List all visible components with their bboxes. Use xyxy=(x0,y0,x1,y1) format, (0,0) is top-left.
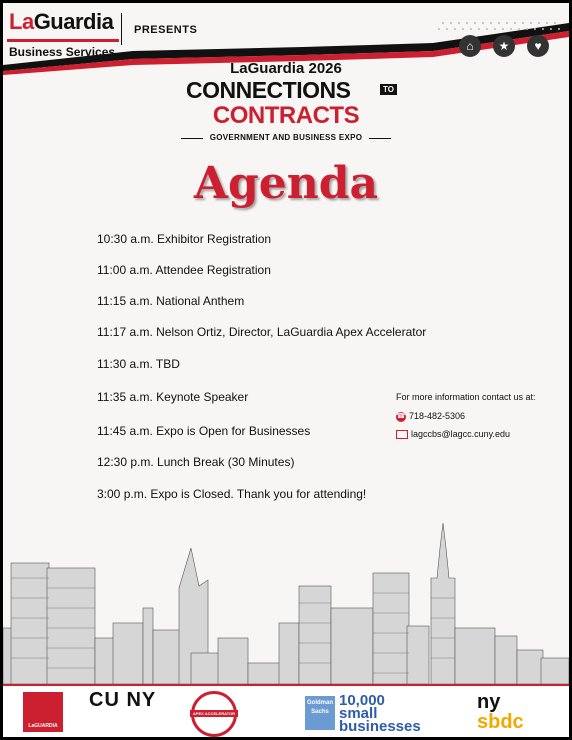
agenda-item: 11:15 a.m. National Anthem xyxy=(97,294,245,308)
handshake-icon: ♥ xyxy=(527,35,549,57)
phone-icon: ☎ xyxy=(396,412,406,420)
contact-phone: ☎ 718-482-5306 xyxy=(396,411,466,421)
logo-subtitle: Business Services xyxy=(9,45,116,59)
ten-thousand-small-businesses-logo: 10,000 small businesses xyxy=(339,692,421,735)
agenda-item: 11:30 a.m. TBD xyxy=(97,357,180,371)
agenda-item: 11:00 a.m. Attendee Registration xyxy=(97,263,271,277)
event-year-line: LaGuardia 2026 xyxy=(230,60,342,77)
building-icon: ⌂ xyxy=(459,35,481,57)
event-subtitle: GOVERNMENT AND BUSINESS EXPO xyxy=(209,133,363,142)
city-skyline xyxy=(3,518,569,684)
cuny-logo: CU NY xyxy=(89,689,157,711)
star-icon: ★ xyxy=(493,35,515,57)
agenda-item: 3:00 p.m. Expo is Closed. Thank you for attending! xyxy=(97,487,367,501)
laguardia-logo xyxy=(7,9,120,63)
laguardia-college-logo: LaGUARDIA xyxy=(23,692,63,732)
event-title-to: TO xyxy=(380,84,397,95)
agenda-heading: Agenda xyxy=(193,158,379,209)
contact-heading: For more information contact us at: xyxy=(396,392,536,402)
expo-rule-right xyxy=(369,138,391,139)
logo-underline xyxy=(7,39,119,42)
presents-label: PRESENTS xyxy=(134,24,198,36)
header-divider xyxy=(121,13,122,45)
agenda-item: 12:30 p.m. Lunch Break (30 Minutes) xyxy=(97,455,295,469)
agenda-item: 11:35 a.m. Keynote Speaker xyxy=(97,390,249,404)
flyer-page xyxy=(3,3,569,737)
event-title-contracts: CONTRACTS xyxy=(212,102,360,129)
contact-email: lagccbs@lagcc.cuny.edu xyxy=(396,429,510,439)
ny-sbdc-logo: ny sbdc xyxy=(477,691,524,733)
agenda-item: 11:45 a.m. Expo is Open for Businesses xyxy=(97,424,311,438)
apex-accelerator-logo: APEX ACCELERATOR xyxy=(191,691,237,737)
agenda-item: 10:30 a.m. Exhibitor Registration xyxy=(97,232,272,246)
mail-icon xyxy=(396,430,408,439)
logo-wordmark: LaGuardia xyxy=(9,9,114,34)
goldman-sachs-logo: Goldman Sachs xyxy=(305,696,335,730)
event-title-connections: CONNECTIONS xyxy=(186,77,351,103)
sponsor-footer xyxy=(3,684,569,737)
agenda-item: 11:17 a.m. Nelson Ortiz, Director, LaGuardia Apex Accelerator xyxy=(97,325,427,339)
